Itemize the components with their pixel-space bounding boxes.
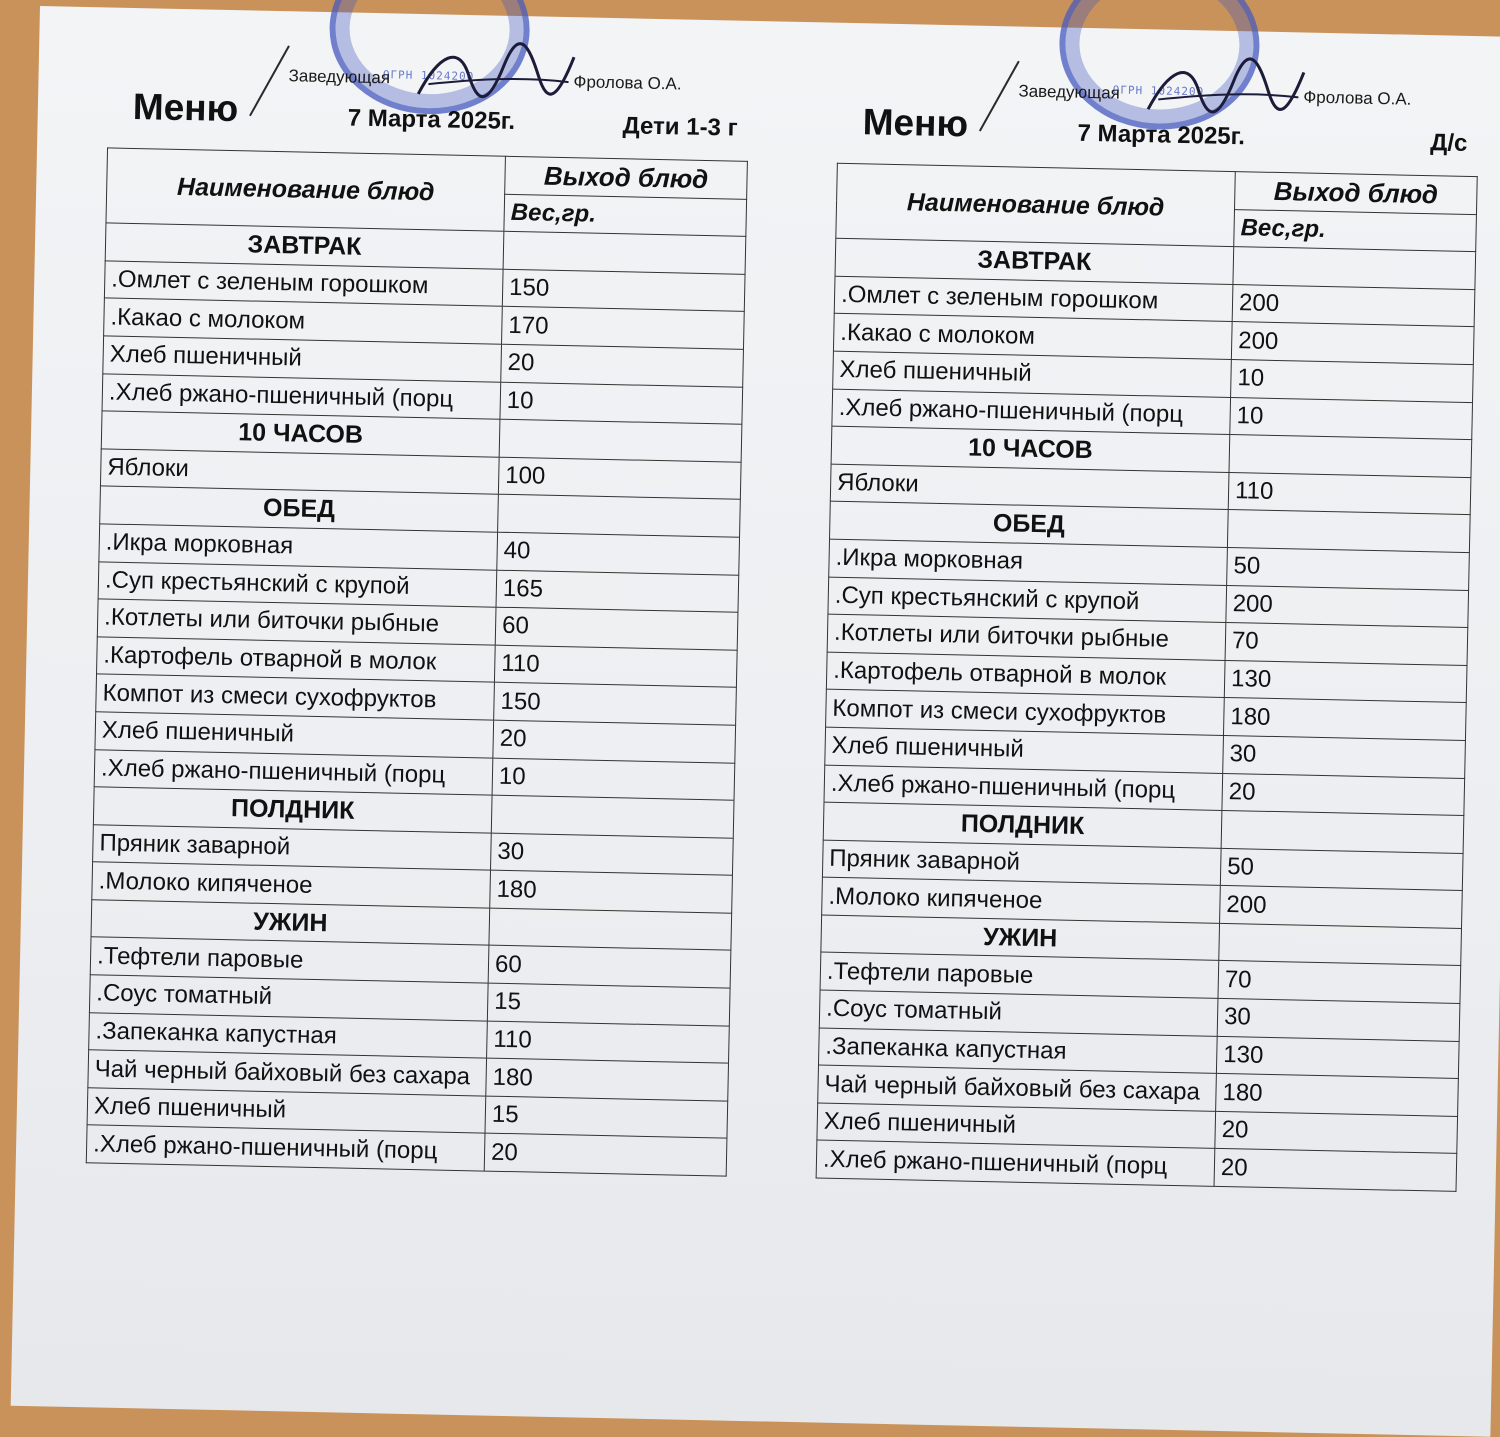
dish-weight: 60 [488,946,731,989]
stamp-text: ОГРН 1024200 [1112,83,1205,99]
dish-name: Пряник заварной [93,824,492,870]
dish-name: Чай черный байховый без сахара [818,1065,1217,1111]
section-empty-cell [503,231,746,274]
dish-name: .Суп крестьянский с крупой [98,561,497,607]
menu-header [107,7,750,160]
dish-weight: 20 [501,344,744,387]
section-title: УЖИН [821,915,1220,961]
dish-weight: 50 [1220,848,1463,891]
dish-name: .Соус томатный [819,990,1218,1036]
section-empty-cell [1233,247,1476,290]
dish-weight: 100 [498,457,741,500]
dish-weight: 180 [490,870,733,913]
section-empty-cell [1229,435,1472,478]
menu-date: 7 Марта 2025г. [347,104,516,135]
column-header-name: Наименование блюд [836,163,1235,247]
section-title: ОБЕД [830,502,1229,548]
dish-name: .Молоко кипяченое [92,862,491,908]
dish-weight: 200 [1226,585,1469,628]
dish-name: .Икра морковная [829,539,1228,585]
dish-name: Хлеб пшеничный [817,1103,1216,1149]
dish-name: Хлеб пшеничный [825,727,1224,773]
dish-weight: 130 [1216,1036,1459,1079]
dish-name: .Котлеты или биточки рыбные [827,614,1226,660]
dish-weight: 20 [484,1134,727,1177]
dish-name: .Соус томатный [89,975,488,1021]
dish-name: .Хлеб ржано-пшеничный (порц [816,1140,1215,1186]
dish-weight: 110 [487,1021,730,1064]
dish-name: .Омлет с зеленым горошком [834,276,1233,322]
dish-name: Компот из смеси сухофруктов [96,674,495,720]
dish-weight: 200 [1220,886,1463,929]
dish-weight: 170 [502,307,745,350]
dish-weight: 200 [1231,322,1474,365]
column-header-output: Выход блюд [505,156,748,199]
dish-name: .Тефтели паровые [90,937,489,983]
section-empty-cell [491,795,734,838]
dish-name: .Какао с молоком [104,298,503,344]
stamp-text: ОГРН 1024200 [382,68,475,84]
dish-name: .Тефтели паровые [820,953,1219,999]
section-title: ПОЛДНИК [823,802,1222,848]
dish-weight: 180 [1223,698,1466,741]
dish-weight: 150 [494,682,737,725]
dish-name: .Запеканка капустная [818,1028,1217,1074]
section-title: 10 ЧАСОВ [101,411,500,457]
dish-weight: 30 [1217,998,1460,1041]
dish-name: Чай черный байховый без сахара [88,1050,487,1096]
column-header-unit: Вес,гр. [504,194,747,237]
dish-name: Компот из смеси сухофруктов [826,689,1225,735]
section-empty-cell [499,419,742,462]
dish-name: .Какао с молоком [833,314,1232,360]
menu-date: 7 Марта 2025г. [1077,119,1246,151]
dish-weight: 150 [502,269,745,312]
dish-name: .Суп крестьянский с крупой [828,577,1227,623]
dish-weight: 20 [1214,1149,1457,1192]
column-header-name: Наименование блюд [106,148,505,232]
dish-weight: 60 [495,607,738,650]
dish-name: .Хлеб ржано-пшеничный (порц [86,1125,485,1171]
dish-name: .Картофель отварной в молок [826,652,1225,698]
paper-sheet [11,6,1500,1437]
dish-weight: 110 [1228,472,1471,515]
dish-name: Хлеб пшеничный [833,351,1232,397]
dish-weight: 20 [493,720,736,763]
section-empty-cell [1219,923,1462,966]
menu-table [86,147,748,1176]
signature-stroke [249,45,290,116]
dish-weight: 180 [486,1058,729,1101]
dish-weight: 10 [492,758,735,801]
section-empty-cell [498,495,741,538]
menu-title: Меню [862,101,969,145]
dish-weight: 130 [1224,660,1467,703]
dish-weight: 40 [497,532,740,575]
section-empty-cell [1227,510,1470,553]
dish-weight: 10 [1230,397,1473,440]
dish-name: Пряник заварной [822,840,1221,886]
menu-table [816,163,1478,1192]
age-group: Дети 1-3 г [622,112,738,142]
dish-name: Хлеб пшеничный [87,1088,486,1134]
menu-block-right [816,23,1480,1192]
dish-weight: 200 [1232,284,1475,327]
dish-name: Хлеб пшеничный [103,336,502,382]
dish-weight: 30 [1223,735,1466,778]
menu-header [837,23,1480,176]
dish-weight: 20 [1215,1111,1458,1154]
dish-name: .Котлеты или биточки рыбные [97,599,496,645]
role-label: Заведующая [1018,81,1121,103]
signature-stroke [979,61,1020,132]
role-label: Заведующая [288,66,391,88]
dish-weight: 180 [1216,1074,1459,1117]
dish-name: .Картофель отварной в молок [97,637,496,683]
dish-name: Хлеб пшеничный [95,712,494,758]
dish-name: Яблоки [830,464,1229,510]
section-title: УЖИН [91,900,490,946]
dish-name: .Хлеб ржано-пшеничный (порц [832,389,1231,435]
signature [1138,49,1310,133]
section-title: ЗАВТРАК [105,223,504,269]
signer-name: Фролова О.А. [1303,87,1412,109]
dish-weight: 110 [494,645,737,688]
dish-name: .Икра морковная [99,524,498,570]
column-header-unit: Вес,гр. [1234,209,1477,252]
dish-weight: 20 [1222,773,1465,816]
dish-weight: 50 [1227,547,1470,590]
signer-name: Фролова О.А. [573,72,682,94]
dish-weight: 15 [487,983,730,1026]
dish-name: .Омлет с зеленым горошком [104,261,503,307]
column-header-output: Выход блюд [1235,172,1478,215]
dish-name: .Хлеб ржано-пшеничный (порц [102,373,501,419]
dish-weight: 70 [1218,961,1461,1004]
menu-title: Меню [132,85,239,130]
section-title: ОБЕД [100,486,499,532]
dish-weight: 165 [496,570,739,613]
dish-weight: 15 [485,1096,728,1139]
dish-weight: 10 [1231,359,1474,402]
dish-weight: 30 [490,833,733,876]
dish-name: Яблоки [100,449,499,495]
section-title: ЗАВТРАК [835,238,1234,284]
signature [408,34,580,118]
section-title: ПОЛДНИК [93,787,492,833]
section-empty-cell [1221,811,1464,854]
menu-block-left [86,7,750,1176]
dish-weight: 70 [1225,623,1468,666]
dish-name: .Хлеб ржано-пшеничный (порц [824,765,1223,811]
section-title: 10 ЧАСОВ [831,426,1230,472]
dish-name: .Хлеб ржано-пшеничный (порц [94,749,493,795]
dish-name: .Молоко кипяченое [822,877,1221,923]
section-empty-cell [489,908,732,951]
dish-name: .Запеканка капустная [89,1012,488,1058]
dish-weight: 10 [500,382,743,425]
age-group: Д/с [1430,129,1468,157]
